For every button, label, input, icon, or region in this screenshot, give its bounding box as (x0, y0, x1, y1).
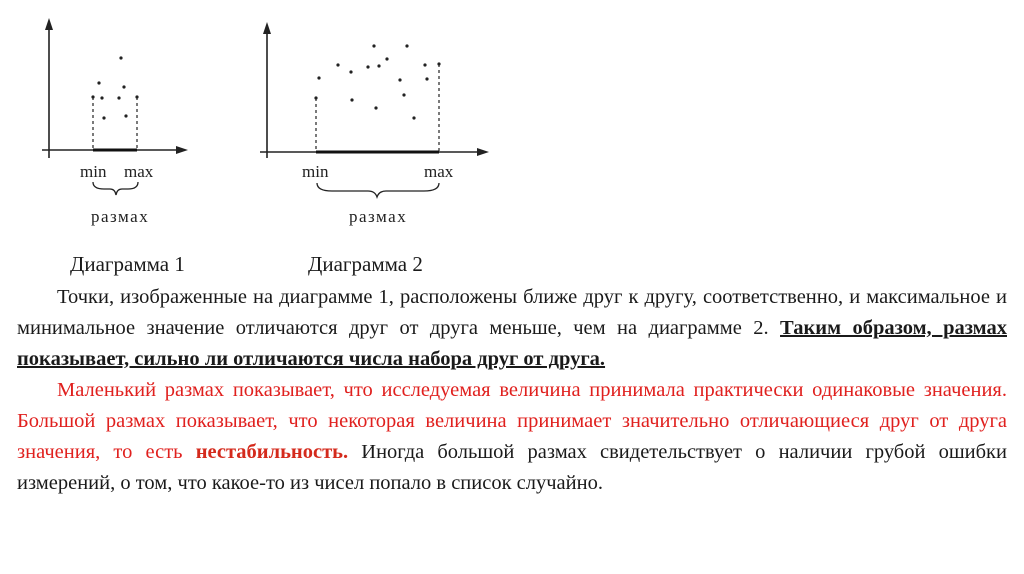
data-points (314, 44, 440, 119)
range-brace (317, 183, 439, 197)
body-text (17, 282, 1007, 499)
paragraph-2-text: Иногда большой размах свидетельствует о наличии грубой ошибки измерений, о том, что какое-то из чисел попало в список случайно. (17, 441, 1007, 494)
paragraph-2-red-text: Маленький размах показывает, что исследуемая величина принимала практически одинаковые значения. Большой размах показывает, что некоторая величина принимает значительно отличающиеся друг от друга значения, то есть (17, 379, 1007, 463)
paragraph-1 (17, 282, 1007, 375)
paragraph-2 (17, 375, 1007, 499)
max-label: max (124, 162, 154, 181)
y-axis-arrow (45, 18, 53, 30)
x-axis-arrow (477, 148, 489, 156)
x-axis-arrow (176, 146, 188, 154)
diagrams-figure (0, 0, 1024, 250)
y-axis-arrow (263, 22, 271, 34)
paragraph-1-text: Точки, изображенные на диаграмме 1, расположены ближе друг к другу, соответственно, и максимальное и минимальное значение отличаются друг от друга меньше, чем на диаграмме 2. (17, 286, 1007, 339)
range-brace (93, 182, 138, 195)
paragraph-1-conclusion: Таким образом, размах показывает, сильно ли отличаются числа набора друг от друга. (17, 317, 1007, 370)
max-label: max (424, 162, 454, 181)
caption-diagram-2: Диаграмма 2 (308, 252, 423, 276)
paragraph-2-instability: нестабильность. (195, 441, 349, 463)
diagram-1 (42, 18, 188, 226)
data-points (91, 56, 138, 119)
min-label: min (80, 162, 107, 181)
range-label: размах (91, 207, 150, 226)
min-label: min (302, 162, 329, 181)
caption-diagram-1: Диаграмма 1 (70, 252, 185, 276)
range-label: размах (349, 207, 408, 226)
diagram-2 (260, 22, 489, 226)
